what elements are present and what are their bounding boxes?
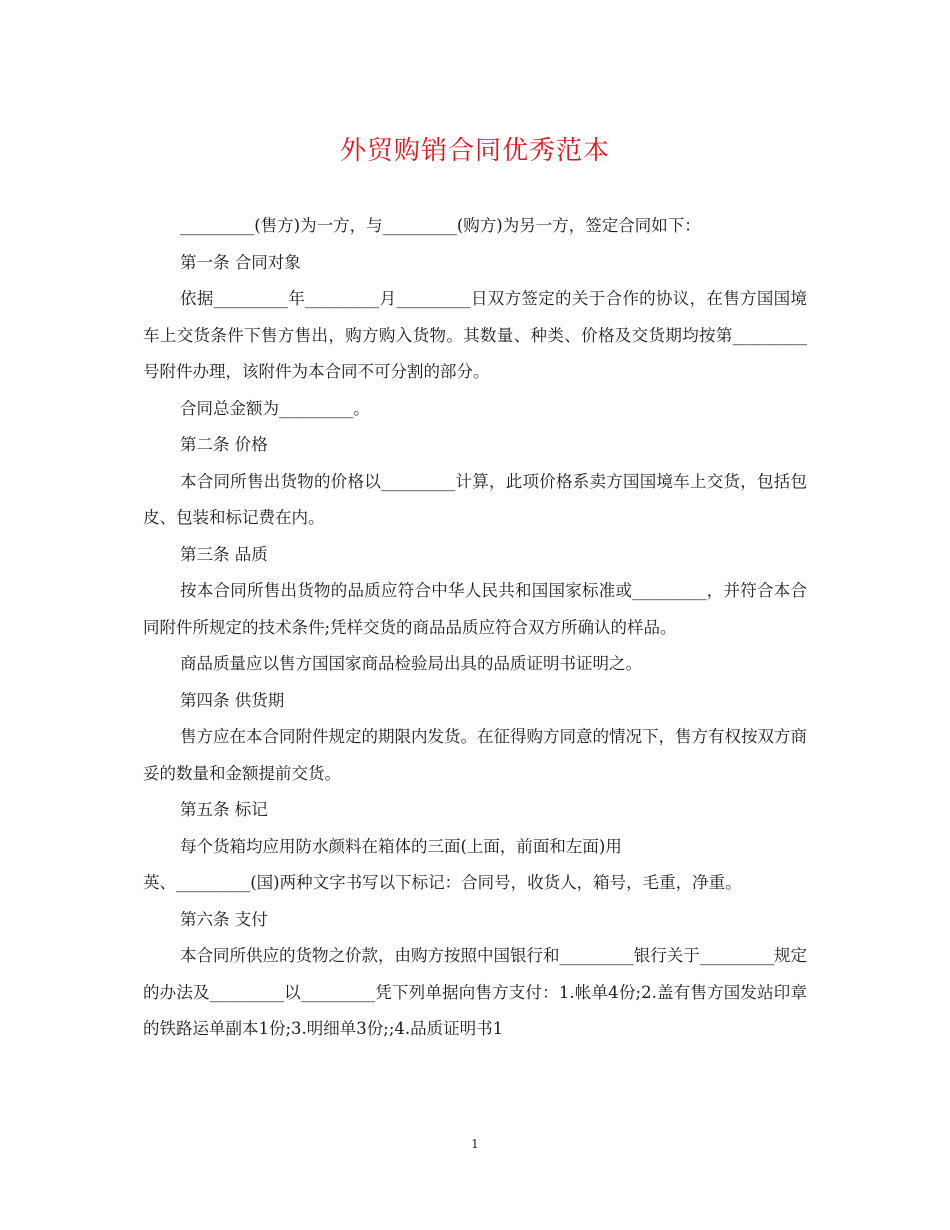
heading-article-1: 第一条 合同对象 [180,252,301,272]
paragraph-article-3-certificate: 商品质量应以售方国国家商品检验局出具的品质证明书证明之。 [180,654,642,673]
heading-article-6: 第六条 支付 [180,909,268,929]
heading-article-5: 第五条 标记 [180,800,268,819]
heading-article-4: 第四条 供货期 [180,690,285,710]
heading-article-2: 第二条 价格 [180,435,268,454]
paragraph-article-1-basis: 依据_________年_________月_________日双方签定的关于合作的协议，在售方国国境车上交货条件下售方售出，购方购入货物。其数量、种类、价格及交货期均按第_________号附件办理，该附件为本合同不可分割的部分。 [143,289,807,381]
paragraph-article-4-delivery: 售方应在本合同附件规定的期限内发货。在征得购方同意的情况下，售方有权按双方商妥的数量和金额提前交货。 [143,727,807,783]
paragraph-article-5-marking-cont: 英、_________(国)两种文字书写以下标记：合同号，收货人，箱号，毛重，净重。 [143,873,742,892]
page-number: 1 [471,1137,479,1151]
paragraph-total-amount: 合同总金额为_________。 [180,398,370,418]
heading-article-3: 第三条 品质 [180,544,268,564]
document-body [143,208,807,1048]
paragraph-article-3-quality: 按本合同所售出货物的品质应符合中华人民共和国国家标准或_________，并符合本合同附件所规定的技术条件;凭样交货的商品品质应符合双方所确认的样品。 [143,581,807,637]
document-title: 外贸购销合同优秀范本 [339,136,610,166]
paragraph-article-6-payment: 本合同所供应的货物之价款，由购方按照中国银行和_________银行关于_________规定的办法及_________以_________凭下列单据向售方支付：1.帐单4份;2.盖有售方国发站印章的铁路运单副本1份;3.明细单3份;;4.品质证明书1 [143,946,807,1038]
paragraph-article-5-marking: 每个货箱均应用防水颜料在箱体的三面(上面，前面和左面)用 [180,836,622,856]
paragraph-article-2-price: 本合同所售出货物的价格以_________计算，此项价格系卖方国国境车上交货，包括包皮、包装和标记费在内。 [143,471,807,527]
paragraph-parties: _________(售方)为一方，与_________(购方)为另一方，签定合同如下： [180,216,701,235]
